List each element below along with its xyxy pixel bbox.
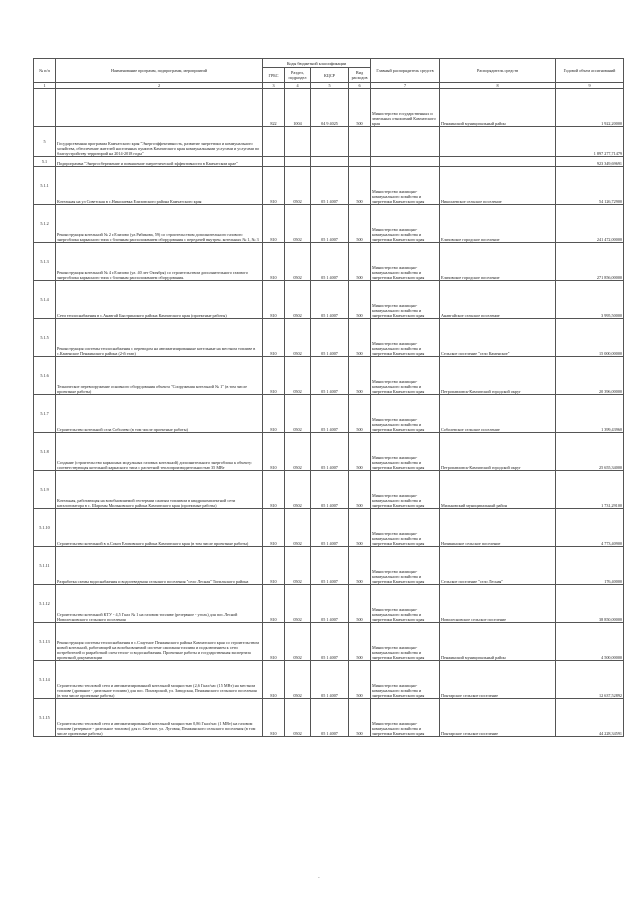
column-number: 1 (34, 83, 56, 89)
column-number: 4 (285, 83, 311, 89)
cell-name: Строительство тепловой сети и автоматизированной котельной мощностью (2,6 Гкал/час (15 МВт) на местном топливе (дровяное - дизельное топливо) для пос. Понтарский, ул. Заводская, Пенжинского сельского поселения (в том числе проектные работы) (56, 661, 263, 699)
cell-vid: 500 (349, 585, 371, 623)
cell-obem: 4 773,40900 (556, 509, 624, 547)
cell-obem: 271 856,00000 (556, 243, 624, 281)
cell-no: 5.1.6 (34, 357, 56, 395)
cell-name: Реконструкция системы теплоснабжения с переводом на автоматизированные котельные на местном топливе в с.Каменское Пенжинского района (2-й этап) (56, 319, 263, 357)
page-mark: - (318, 876, 320, 881)
cell-obem: 3 995,50000 (556, 281, 624, 319)
cell-obem: 20 396,00000 (556, 357, 624, 395)
cell-razdel: 0502 (285, 281, 311, 319)
cell-glavnyi: Министерство жилищно-коммунального хозяйства и энергетики Камчатского края (371, 699, 440, 737)
cell-razdel: 1004 (285, 89, 311, 127)
cell-no: 5.1.10 (34, 509, 56, 547)
cell-grbs: 810 (263, 547, 285, 585)
budget-table (33, 58, 624, 737)
cell-no: 5.1.2 (34, 205, 56, 243)
cell-name: Государственная программа Камчатского края "Энергоэффективность, развитие энергетики и коммунального хозяйства, обеспечение жителей населенных пунктов Камчатского края коммунальными услугами и услугами по благоустройству территорий на 2014-2018 годы" (56, 127, 263, 157)
cell-obem: 1 922,20000 (556, 89, 624, 127)
cell-obem: 38 850,00000 (556, 585, 624, 623)
cell-name: Котельная на ул Советская в с.Николаевка Елизовского района Камчатского края (56, 167, 263, 205)
cell-no: 5.1.12 (34, 585, 56, 623)
table-row (34, 281, 624, 319)
cell-raspor: Николаевское сельское поселение (440, 167, 556, 205)
cell-no: 5.1.13 (34, 623, 56, 661)
cell-vid: 500 (349, 699, 371, 737)
cell-glavnyi: Министерство жилищно-коммунального хозяйства и энергетики Камчатского края (371, 357, 440, 395)
cell-no: 5.1.7 (34, 395, 56, 433)
cell-obem: 176,40000 (556, 547, 624, 585)
cell-ktsr: 05 1 4007 (311, 509, 349, 547)
table-body (34, 89, 624, 737)
cell-raspor: Новолесновское сельское поселение (440, 585, 556, 623)
table-row (34, 243, 624, 281)
cell-glavnyi: Министерство жилищно-коммунального хозяйства и энергетики Камчатского края (371, 433, 440, 471)
column-number: 3 (263, 83, 285, 89)
cell-glavnyi: Министерство жилищно-коммунального хозяйства и энергетики Камчатского края (371, 167, 440, 205)
cell-obem: 923 349,69691 (556, 157, 624, 167)
cell-grbs: 810 (263, 433, 285, 471)
cell-grbs: 822 (263, 89, 285, 127)
cell-razdel: 0502 (285, 471, 311, 509)
cell-name: Создание (строительство каркасных модульных газовых котельной) дополнительного энергоблока к объекту: соответствующая котельной каркасного типа с расчетной теплопроизводительностью 35 МВт (56, 433, 263, 471)
cell-obem: 54 126,72900 (556, 167, 624, 205)
table-row (34, 157, 624, 167)
cell-vid: 500 (349, 243, 371, 281)
header-codes-group: Коды бюджетной классификации (263, 59, 371, 68)
cell-grbs: 810 (263, 281, 285, 319)
cell-obem: 241 472,00000 (556, 205, 624, 243)
table-header (34, 59, 624, 89)
cell-vid: 500 (349, 623, 371, 661)
cell-name (56, 89, 263, 127)
cell-raspor: Понтарское сельское поселение (440, 661, 556, 699)
cell-raspor (440, 127, 556, 157)
cell-no: 5.1.14 (34, 661, 56, 699)
cell-name: Строительство тепловой сети и автоматизированной котельной мощностью 0,86 Гкал/час (1 МВт) на газовом топливе (резервное - дизельное топливо) для п. Светлое, ул. Луговая, Пенжинского сельского поселения (в том числе проектные работы) (56, 699, 263, 737)
cell-razdel: 0502 (285, 509, 311, 547)
cell-raspor: Начикинское сельское поселение (440, 509, 556, 547)
table-row (34, 699, 624, 737)
cell-no: 5.1.3 (34, 243, 56, 281)
cell-razdel: 0502 (285, 661, 311, 699)
cell-no: 5.1 (34, 157, 56, 167)
cell-obem: 15 000,00000 (556, 319, 624, 357)
cell-vid: 500 (349, 281, 371, 319)
cell-razdel: 0502 (285, 699, 311, 737)
cell-vid: 500 (349, 471, 371, 509)
cell-grbs: 810 (263, 623, 285, 661)
cell-name: Реконструкция котельной № 4 г.Елизово (ул. 40 лет Октября) со строительством дополнительного газового энергоблока каркасного типа с блочным расположением оборудования. (56, 243, 263, 281)
cell-razdel (285, 157, 311, 167)
cell-no: 5.1.1 (34, 167, 56, 205)
cell-raspor: Пенжинский муниципальный район (440, 89, 556, 127)
column-number: 2 (56, 83, 263, 89)
cell-obem: 25 655,34000 (556, 433, 624, 471)
table-row (34, 167, 624, 205)
header-ktsr: КЦСР (311, 68, 349, 83)
cell-grbs: 810 (263, 395, 285, 433)
cell-grbs: 810 (263, 319, 285, 357)
cell-raspor: Петропавловск-Камчатский городской округ (440, 433, 556, 471)
cell-ktsr: 05 1 4007 (311, 243, 349, 281)
cell-razdel: 0502 (285, 395, 311, 433)
column-number: 6 (349, 83, 371, 89)
cell-no: 5 (34, 127, 56, 157)
cell-glavnyi: Министерство жилищно-коммунального хозяйства и энергетики Камчатского края (371, 471, 440, 509)
cell-razdel: 0502 (285, 319, 311, 357)
cell-name: Техническое перевооружение основного оборудования объекта "Сооружения котельной № 1" (в том числе проектные работы) (56, 357, 263, 395)
cell-raspor (440, 157, 556, 167)
cell-glavnyi: Министерство жилищно-коммунального хозяйства и энергетики Камчатского края (371, 281, 440, 319)
cell-razdel: 0502 (285, 205, 311, 243)
cell-razdel: 0502 (285, 167, 311, 205)
table-row (34, 433, 624, 471)
cell-razdel (285, 127, 311, 157)
cell-glavnyi: Министерство жилищно-коммунального хозяйства и энергетики Камчатского края (371, 509, 440, 547)
table-row (34, 471, 624, 509)
cell-vid: 500 (349, 395, 371, 433)
cell-vid: 500 (349, 167, 371, 205)
cell-razdel: 0502 (285, 547, 311, 585)
cell-ktsr: 05 1 4007 (311, 167, 349, 205)
header-no: № п/п (34, 59, 56, 83)
cell-no: 5.1.4 (34, 281, 56, 319)
cell-vid (349, 157, 371, 167)
cell-glavnyi: Министерство государственных и земельных отношений Камчатского края (371, 89, 440, 127)
cell-glavnyi (371, 157, 440, 167)
table-row (34, 547, 624, 585)
cell-vid: 500 (349, 205, 371, 243)
cell-no: 5.1.9 (34, 471, 56, 509)
cell-glavnyi: Министерство жилищно-коммунального хозяйства и энергетики Камчатского края (371, 395, 440, 433)
cell-no: 5.1.15 (34, 699, 56, 737)
cell-name: Подпрограмма "Энергосбережение и повышение энергетической эффективности в Камчатском крае" (56, 157, 263, 167)
cell-ktsr: 05 1 4007 (311, 357, 349, 395)
header-razdel: Раздел, подраздел (285, 68, 311, 83)
cell-raspor: Пенжинский муниципальный район (440, 623, 556, 661)
cell-raspor: Елизовское городское поселение (440, 243, 556, 281)
header-vid: Вид расходов (349, 68, 371, 83)
cell-name: Строительство котельной в п.Сокоч Елизовского района Камчатского края (в том числе проектные работы) (56, 509, 263, 547)
cell-grbs: 810 (263, 167, 285, 205)
cell-grbs: 810 (263, 699, 285, 737)
cell-ktsr: 05 1 4007 (311, 585, 349, 623)
cell-vid: 500 (349, 319, 371, 357)
cell-obem: 4 500,00000 (556, 623, 624, 661)
cell-glavnyi: Министерство жилищно-коммунального хозяйства и энергетики Камчатского края (371, 243, 440, 281)
column-number: 5 (311, 83, 349, 89)
cell-name: Строительство котельной села Соболево (в том числе проектные работы) (56, 395, 263, 433)
cell-ktsr (311, 157, 349, 167)
cell-name: Реконструкция котельной № 2 г.Елизово (ул.Рябикова, 59) со строительством дополнительного газового энергоблока каркасного типа с блочным расположением оборудования с передачей внутрен. котельных № 1, № 3 (56, 205, 263, 243)
cell-name: Сети теплоснабжения в с.Анавгай Быстринского района Камчатского края (проектные работы) (56, 281, 263, 319)
table-row (34, 395, 624, 433)
cell-raspor: Анавгайское сельское поселение (440, 281, 556, 319)
header-obem: Годовой объем ассигнований (556, 59, 624, 83)
cell-razdel: 0502 (285, 623, 311, 661)
header-grbs: ГРБС (263, 68, 285, 83)
header-raspor: Распорядитель средств (440, 59, 556, 83)
cell-vid: 500 (349, 547, 371, 585)
cell-razdel: 0502 (285, 433, 311, 471)
cell-raspor: Соболевское сельское поселение (440, 395, 556, 433)
cell-grbs: 810 (263, 243, 285, 281)
cell-raspor: Сельское поселение "село Лесная" (440, 547, 556, 585)
table-row (34, 127, 624, 157)
cell-grbs: 810 (263, 471, 285, 509)
table-row (34, 509, 624, 547)
cell-no: 5.1.8 (34, 433, 56, 471)
header-glavnyi: Главный распорядитель средств (371, 59, 440, 83)
cell-vid: 500 (349, 433, 371, 471)
table-row (34, 585, 624, 623)
cell-glavnyi: Министерство жилищно-коммунального хозяйства и энергетики Камчатского края (371, 661, 440, 699)
cell-glavnyi: Министерство жилищно-коммунального хозяйства и энергетики Камчатского края (371, 585, 440, 623)
cell-grbs: 810 (263, 585, 285, 623)
cell-name: Реконструкция системы теплоснабжения в с.Слаутное Пенжинского района Камчатского края со строительством новой котельной, работающей на возобновляемой системе сжигания топлива и подключением к сети потребителей и разработкой схем тепло- и водоснабжения. Проектные работы и государственная экспертиза проектной документации (56, 623, 263, 661)
table-row (34, 319, 624, 357)
cell-raspor: Петропавловск-Камчатский городской округ (440, 357, 556, 395)
cell-ktsr: 05 1 4007 (311, 661, 349, 699)
cell-ktsr: 05 1 4007 (311, 395, 349, 433)
cell-name: Котельная, работающая на возобновляемой геотермии сжатым топливом в квадрокомплектной сети каталогизатора в с. Шаромы Мильковского района Камчатского края (проектные работы) (56, 471, 263, 509)
cell-glavnyi: Министерство жилищно-коммунального хозяйства и энергетики Камчатского края (371, 547, 440, 585)
column-number: 7 (371, 83, 440, 89)
cell-ktsr: 05 1 4007 (311, 623, 349, 661)
cell-raspor: Сельское поселение "село Каменское" (440, 319, 556, 357)
cell-razdel: 0502 (285, 243, 311, 281)
cell-vid: 500 (349, 357, 371, 395)
cell-grbs: 810 (263, 509, 285, 547)
cell-obem: 1 897 277,71479 (556, 127, 624, 157)
cell-obem: 12 637,52892 (556, 661, 624, 699)
cell-no: 5.1.5 (34, 319, 56, 357)
cell-glavnyi: Министерство жилищно-коммунального хозяйства и энергетики Камчатского края (371, 319, 440, 357)
cell-ktsr: 05 1 4007 (311, 471, 349, 509)
table-row (34, 623, 624, 661)
cell-ktsr: 04 9 4025 (311, 89, 349, 127)
cell-obem: 1 731,29100 (556, 471, 624, 509)
cell-vid (349, 127, 371, 157)
cell-grbs: 810 (263, 661, 285, 699)
cell-no: 5.1.11 (34, 547, 56, 585)
cell-ktsr: 05 1 4007 (311, 699, 349, 737)
cell-grbs (263, 157, 285, 167)
table-row (34, 661, 624, 699)
cell-ktsr: 05 1 4007 (311, 547, 349, 585)
table-row (34, 205, 624, 243)
cell-vid: 500 (349, 661, 371, 699)
cell-raspor: Понтарское сельское поселение (440, 699, 556, 737)
cell-obem: 44 228,34591 (556, 699, 624, 737)
column-number: 9 (556, 83, 624, 89)
cell-grbs (263, 127, 285, 157)
table-row (34, 357, 624, 395)
column-number: 8 (440, 83, 556, 89)
cell-grbs: 810 (263, 357, 285, 395)
cell-razdel: 0502 (285, 585, 311, 623)
header-name: Наименование программ, подпрограмм, мероприятий (56, 59, 263, 83)
cell-vid: 500 (349, 89, 371, 127)
cell-no (34, 89, 56, 127)
cell-ktsr: 05 1 4007 (311, 205, 349, 243)
cell-ktsr: 05 1 4007 (311, 281, 349, 319)
cell-name: Разработка схемы водоснабжения и водоотведения сельского поселения "село Лесная" Тигильского района (56, 547, 263, 585)
cell-grbs: 810 (263, 205, 285, 243)
cell-glavnyi (371, 127, 440, 157)
cell-raspor: Мильковский муниципальный район (440, 471, 556, 509)
cell-vid: 500 (349, 509, 371, 547)
cell-ktsr: 05 1 4007 (311, 433, 349, 471)
cell-name: Строительство котельной КТУ - 4,5 Гкал № 1 на газовом топливе (резервное - уголь) для пос.Лесной Новолесновского сельского поселения (56, 585, 263, 623)
cell-raspor: Елизовское городское поселение (440, 205, 556, 243)
table-row (34, 89, 624, 127)
cell-obem: 1 399,43960 (556, 395, 624, 433)
cell-razdel: 0502 (285, 357, 311, 395)
cell-glavnyi: Министерство жилищно-коммунального хозяйства и энергетики Камчатского края (371, 623, 440, 661)
cell-ktsr (311, 127, 349, 157)
cell-ktsr: 05 1 4007 (311, 319, 349, 357)
cell-glavnyi: Министерство жилищно-коммунального хозяйства и энергетики Камчатского края (371, 205, 440, 243)
